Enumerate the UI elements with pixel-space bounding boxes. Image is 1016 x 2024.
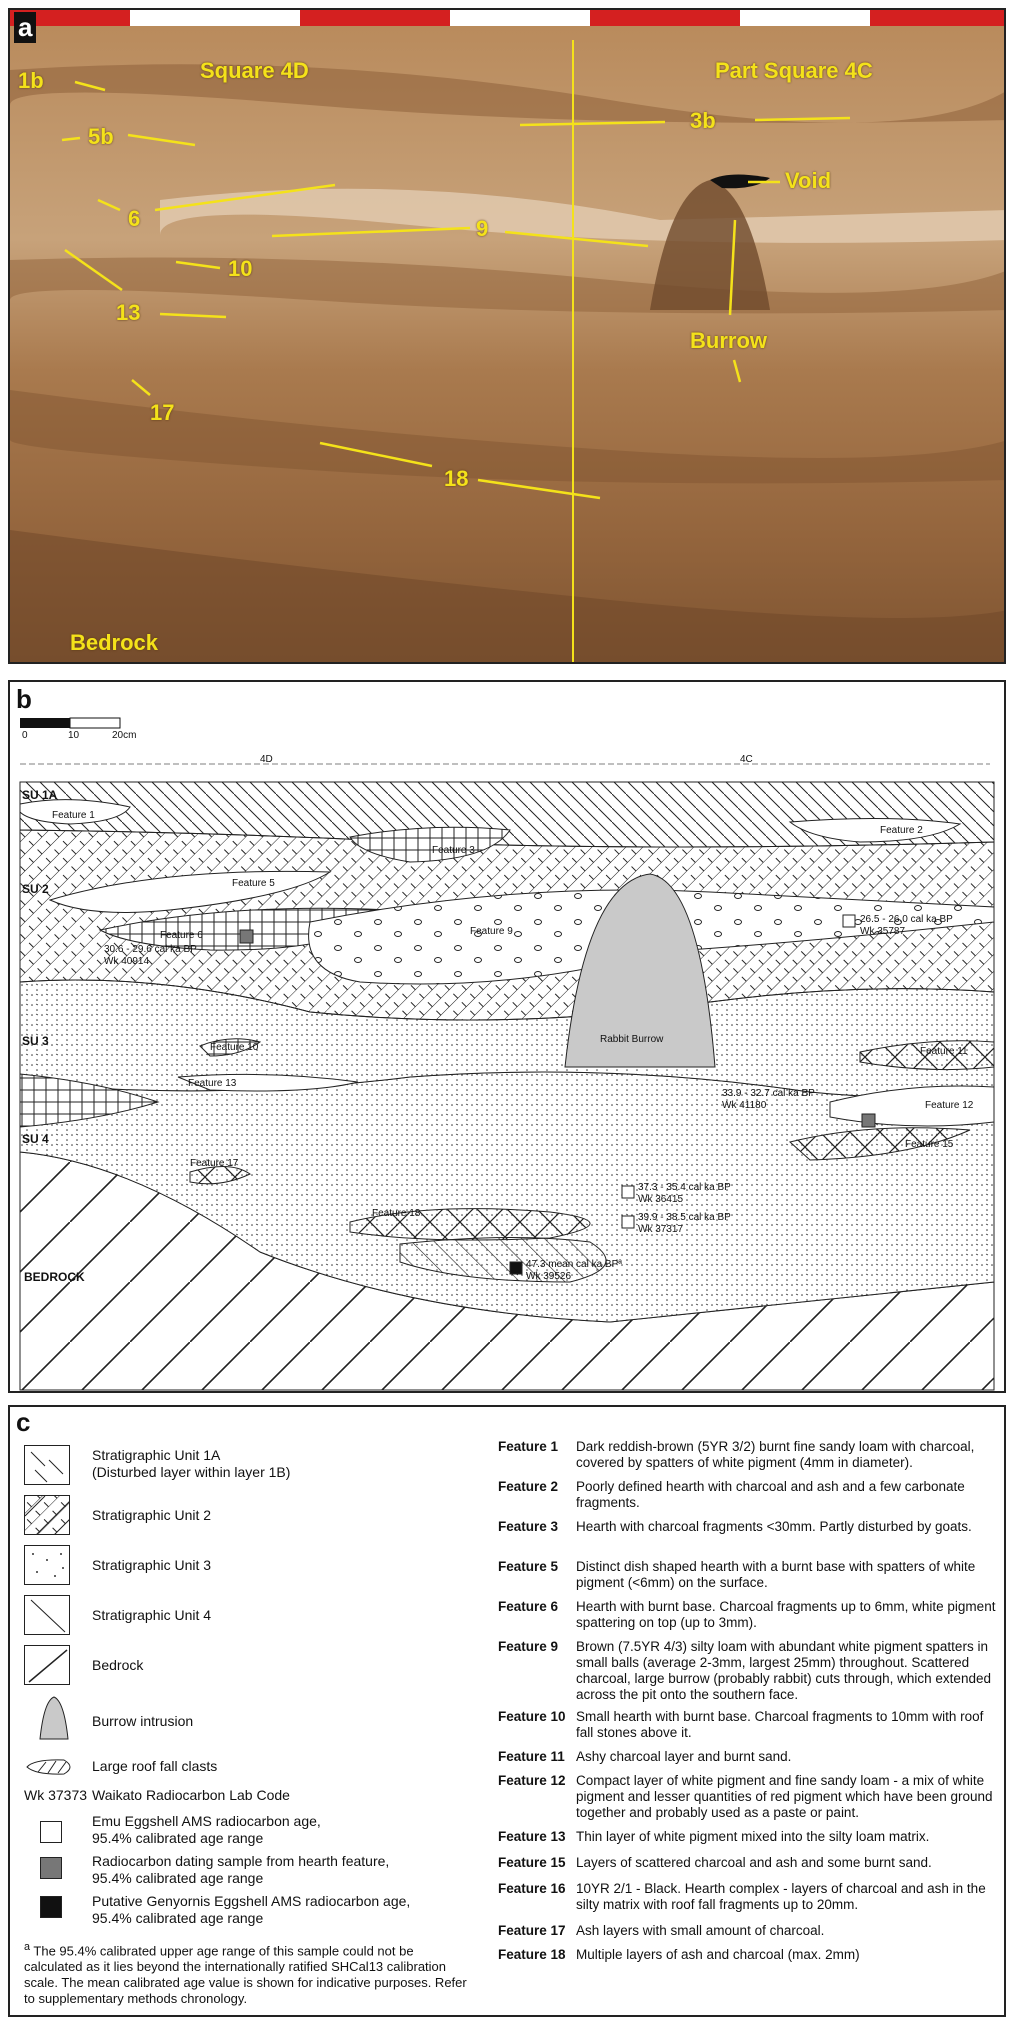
feature-desc: Small hearth with burnt base. Charcoal fragments to 10mm with roof fall stones above it.	[576, 1709, 984, 1740]
swatch-su-2	[24, 1495, 70, 1535]
feature-name: Feature 10	[498, 1709, 566, 1724]
feature-name: Feature 18	[498, 1947, 566, 1962]
scale-label-10: 10	[68, 730, 80, 741]
swatch-su-1a	[24, 1445, 70, 1485]
scale-label-20: 20cm	[112, 730, 137, 741]
emu-sample-marker-3	[622, 1216, 634, 1228]
label-13: 13	[116, 300, 141, 325]
feature-3-label: Feature 3	[432, 845, 475, 856]
feature-name: Feature 17	[498, 1923, 566, 1938]
scale-label-0: 0	[22, 730, 28, 741]
panel-a-photo	[8, 8, 1006, 664]
feature-desc: Ash layers with small amount of charcoal.	[576, 1923, 825, 1938]
feature-desc: Multiple layers of ash and charcoal (max. 2mm)	[576, 1947, 860, 1962]
label-6: 6	[128, 206, 141, 231]
feature-10-label: Feature 10	[210, 1042, 259, 1053]
feature-name: Feature 1	[498, 1439, 559, 1454]
excavation-photo	[10, 10, 1006, 664]
feature-17-label: Feature 17	[190, 1158, 239, 1169]
feature-name: Feature 3	[498, 1519, 559, 1534]
swatch-hearth-sample	[40, 1857, 62, 1879]
feature-name: Feature 11	[498, 1749, 565, 1764]
legend-burrow: Burrow intrusion	[92, 1713, 194, 1729]
feature-12-label: Feature 12	[925, 1100, 974, 1111]
legend-emu-line1: Emu Eggshell AMS radiocarbon age,	[92, 1813, 321, 1829]
legend-hearth-line2: 95.4% calibrated age range	[92, 1870, 264, 1886]
swatch-su-3	[24, 1545, 70, 1585]
label-18: 18	[444, 466, 469, 491]
footnote	[24, 1939, 474, 2007]
feature-desc: Thin layer of white pigment mixed into the silty loam matrix.	[576, 1829, 930, 1844]
feature-name: Feature 9	[498, 1639, 559, 1654]
feature-desc: Hearth with charcoal fragments <30mm. Partly disturbed by goats.	[576, 1519, 972, 1534]
feature-desc: Compact layer of white pigment and fine sandy loam - a mix of white pigment and lesser quantities of red pigment which have been ground together and probably used as a paste or paint.	[576, 1773, 993, 1820]
su-3-label: SU 3	[22, 1034, 49, 1048]
feature-6-label: Feature 6	[160, 930, 203, 941]
panel-b-section-drawing	[8, 680, 1006, 1393]
date-2-code: Wk 40914	[104, 956, 150, 967]
bedrock-label: BEDROCK	[24, 1270, 85, 1284]
emu-sample-marker-2	[622, 1186, 634, 1198]
feature-name: Feature 15	[498, 1855, 566, 1870]
label-10: 10	[228, 256, 253, 281]
square-label-4c: 4C	[740, 754, 753, 765]
panel-c-letter: c	[16, 1407, 31, 1437]
feature-desc: Ashy charcoal layer and burnt sand.	[576, 1749, 792, 1764]
swatch-su-4	[24, 1595, 70, 1635]
label-void: Void	[785, 168, 832, 193]
feature-2-label: Feature 2	[880, 825, 923, 836]
feature-desc: Distinct dish shaped hearth with a burnt base with spatters of white pigment (<6mm) on the surface.	[576, 1559, 976, 1590]
feature-name: Feature 2	[498, 1479, 559, 1494]
su-4-label: SU 4	[22, 1132, 49, 1146]
feature-5-label: Feature 5	[232, 878, 275, 889]
square-label-4d: 4D	[260, 754, 273, 765]
date-3-range: 33.9 - 32.7 cal ka BP	[722, 1088, 815, 1099]
label-5b: 5b	[88, 124, 114, 149]
legend-emu-line2: 95.4% calibrated age range	[92, 1830, 264, 1846]
date-1-range: 26.5 - 26.0 cal ka BP	[860, 914, 953, 925]
label-3b: 3b	[690, 108, 716, 133]
legend-roof-fall: Large roof fall clasts	[92, 1758, 218, 1774]
legend-su-4: Stratigraphic Unit 4	[92, 1607, 212, 1623]
swatch-bedrock	[24, 1645, 70, 1685]
feature-name: Feature 6	[498, 1599, 559, 1614]
section-drawing	[10, 682, 1004, 1391]
legend-su-3: Stratigraphic Unit 3	[92, 1557, 212, 1573]
hearth-sample-marker-1	[240, 930, 253, 943]
legend-hearth-line1: Radiocarbon dating sample from hearth feature,	[92, 1853, 390, 1869]
feature-desc: Layers of scattered charcoal and ash and some burnt sand.	[576, 1855, 932, 1870]
date-2-range: 30.6 - 29.6 cal ka BP	[104, 944, 197, 955]
rabbit-burrow-label: Rabbit Burrow	[600, 1034, 664, 1045]
swatch-genyornis-sample	[40, 1896, 62, 1918]
footnote-text: The 95.4% calibrated upper age range of this sample could not be calculated as it lies beyond the internationally ratified SHCal13 calibration scale. The mean calibrated age value is shown for indicative purposes. Refer to supplementary methods chronology.	[24, 1943, 467, 2007]
feature-13-label: Feature 13	[188, 1078, 237, 1089]
legend-su-1a-line2: (Disturbed layer within layer 1B)	[92, 1464, 291, 1480]
label-bedrock: Bedrock	[70, 630, 159, 655]
date-4-code: Wk 36415	[638, 1194, 684, 1205]
legend-wk-code: Wk 37373	[24, 1787, 88, 1803]
feature-15-label: Feature 15	[905, 1139, 954, 1150]
label-9: 9	[476, 216, 489, 241]
date-6-range: 47.3 mean cal ka BPª	[526, 1259, 622, 1270]
feature-name: Feature 5	[498, 1559, 559, 1574]
feature-9-label: Feature 9	[470, 926, 513, 937]
panel-c-legend	[8, 1405, 1006, 2017]
legend-bedrock: Bedrock	[92, 1657, 144, 1673]
footnote-marker: a	[24, 1941, 31, 1953]
label-part-square-4c: Part Square 4C	[715, 58, 873, 83]
feature-name: Feature 12	[498, 1773, 566, 1788]
date-5-range: 39.9 - 38.5 cal ka BP	[638, 1212, 731, 1223]
feature-desc: Hearth with burnt base. Charcoal fragments up to 6mm, white pigment spattering on top (up to 3mm).	[576, 1599, 996, 1630]
panel-b-letter: b	[16, 684, 32, 714]
feature-1-label: Feature 1	[52, 810, 95, 821]
label-17: 17	[150, 400, 175, 425]
legend-genyornis-line1: Putative Genyornis Eggshell AMS radiocarbon age,	[92, 1893, 411, 1909]
legend-su-2: Stratigraphic Unit 2	[92, 1507, 212, 1523]
su-2-label: SU 2	[22, 882, 49, 896]
legend-su-1a-line1: Stratigraphic Unit 1A	[92, 1447, 221, 1463]
feature-desc: Poorly defined hearth with charcoal and ash and a few carbonate fragments.	[576, 1479, 965, 1510]
label-1b: 1b	[18, 68, 44, 93]
date-3-code: Wk 41180	[722, 1100, 767, 1111]
label-square-4d: Square 4D	[200, 58, 309, 83]
emu-sample-marker-1	[843, 915, 855, 927]
legend-genyornis-line2: 95.4% calibrated age range	[92, 1910, 264, 1926]
genyornis-sample-marker	[510, 1262, 522, 1274]
feature-desc: Dark reddish-brown (5YR 3/2) burnt fine sandy loam with charcoal, covered by spatters of white pigment (4mm in diameter).	[576, 1439, 975, 1470]
date-5-code: Wk 37317	[638, 1224, 684, 1235]
feature-desc: Brown (7.5YR 4/3) silty loam with abundant white pigment spatters in small balls (average 2-3mm, largest 25mm) throughout. Scattered charcoal, large burrow (probably rabbit) cuts through, which extended across the pit onto the southern face.	[576, 1639, 991, 1702]
feature-name: Feature 13	[498, 1829, 566, 1844]
feature-desc: 10YR 2/1 - Black. Hearth complex - layers of charcoal and ash in the silty matrix with roof fall fragments up to 20mm.	[576, 1881, 986, 1912]
date-1-code: Wk 35787	[860, 926, 906, 937]
feature-11-label: Feature 11	[920, 1046, 968, 1057]
swatch-roof-fall	[24, 1757, 76, 1777]
feature-18-label: Feature 18	[372, 1208, 421, 1219]
swatch-burrow	[36, 1695, 72, 1741]
label-burrow: Burrow	[690, 328, 767, 353]
legend-wk-desc: Waikato Radiocarbon Lab Code	[92, 1787, 290, 1803]
panel-a-letter: a	[14, 12, 36, 43]
date-6-code: Wk 39526	[526, 1271, 572, 1282]
su-1a-label: SU 1A	[22, 788, 58, 802]
date-4-range: 37.3 - 35.4 cal ka BP	[638, 1182, 731, 1193]
swatch-emu-sample	[40, 1821, 62, 1843]
feature-name: Feature 16	[498, 1881, 566, 1896]
hearth-sample-marker-2	[862, 1114, 875, 1127]
